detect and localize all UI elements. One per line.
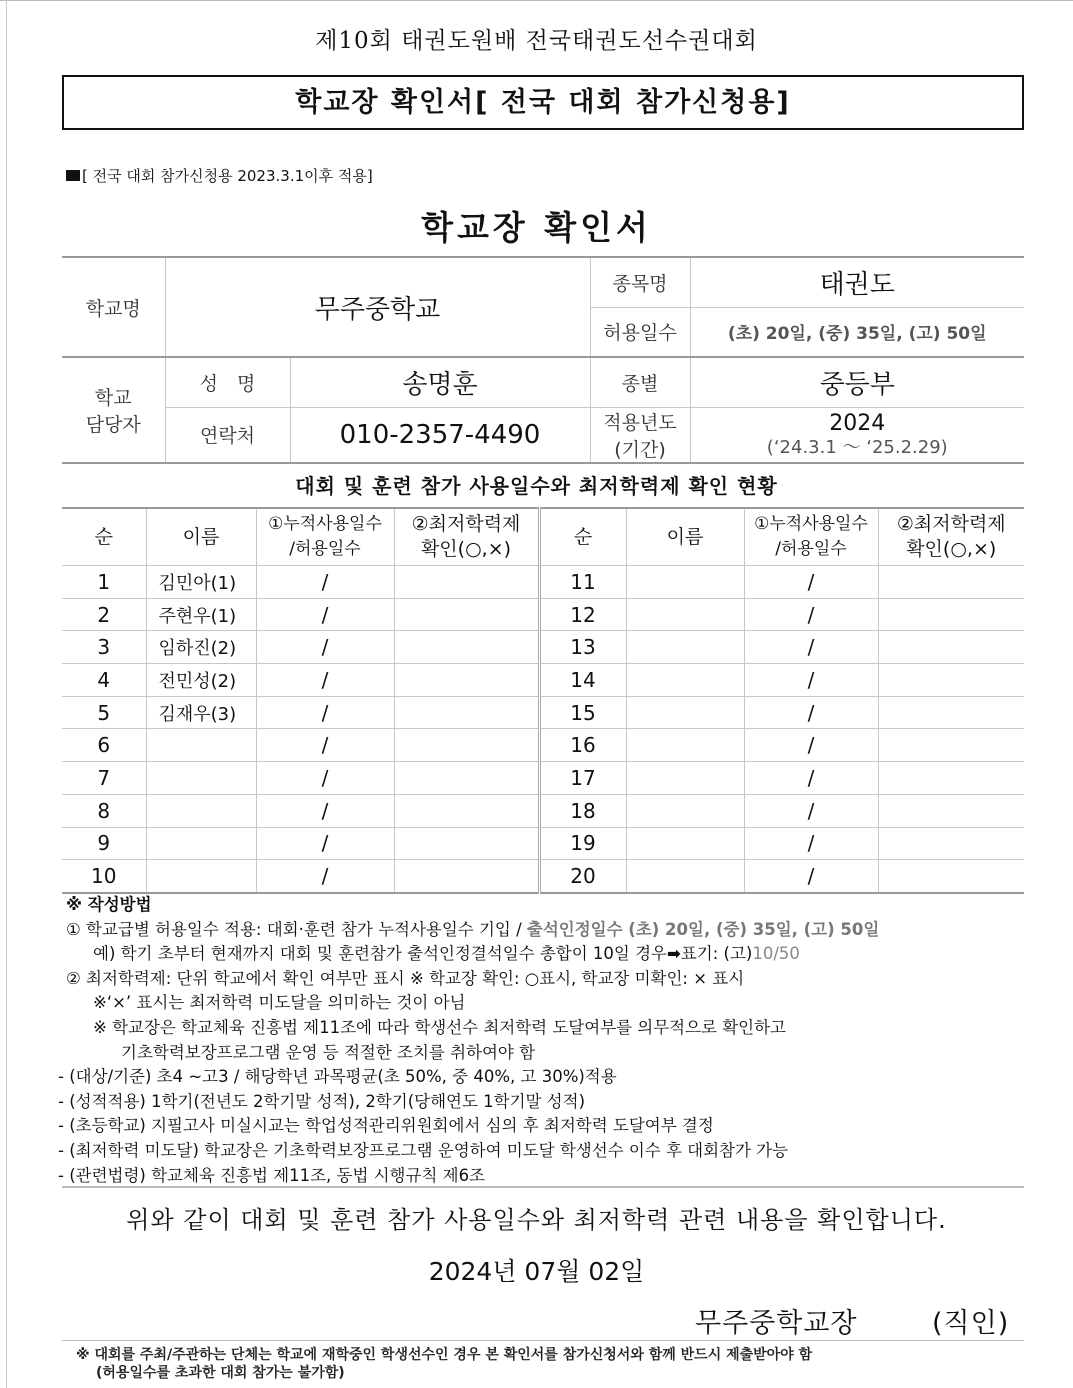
table-row <box>62 729 1024 762</box>
issue-date: 2024년 07월 02일 <box>428 1257 645 1286</box>
days-used-cell: / <box>744 794 878 827</box>
student-name <box>146 794 256 827</box>
min-academic-check-cell <box>878 860 1024 893</box>
row-number: 4 <box>62 664 146 697</box>
school-info-table <box>62 256 1024 464</box>
row-number: 1 <box>62 566 146 599</box>
days-used-cell: / <box>744 860 878 893</box>
min-academic-check-cell <box>878 664 1024 697</box>
row-number: 12 <box>539 598 626 631</box>
student-name <box>626 664 744 697</box>
row-number: 19 <box>539 827 626 860</box>
student-name <box>626 631 744 664</box>
event-label: 종목명 <box>590 257 690 307</box>
days-used-cell: / <box>744 827 878 860</box>
row-number: 13 <box>539 631 626 664</box>
min-academic-check-cell <box>394 598 539 631</box>
row-number: 3 <box>62 631 146 664</box>
min-academic-check-cell <box>394 729 539 762</box>
table-row <box>62 664 1024 697</box>
student-name <box>146 762 256 795</box>
min-academic-check-cell <box>878 598 1024 631</box>
manager-label-line1: 학교 <box>94 387 132 409</box>
header-check-left <box>394 508 539 566</box>
instruction-line-3: ② 최저학력제: 단위 학교에서 확인 여부만 표시 ※ 학교장 확인: ○표시, 학교장 미확인: × 표시 <box>66 968 745 988</box>
min-academic-check-cell <box>394 860 539 893</box>
student-name <box>146 827 256 860</box>
student-name <box>146 860 256 893</box>
days-used-cell: / <box>256 664 394 697</box>
student-name <box>626 860 744 893</box>
student-name <box>626 762 744 795</box>
instructions <box>58 893 1026 1188</box>
days-used-cell: / <box>744 696 878 729</box>
row-number: 15 <box>539 696 626 729</box>
row-number: 8 <box>62 794 146 827</box>
min-academic-check-cell <box>878 827 1024 860</box>
student-name: 주현우(1) <box>146 598 256 631</box>
student-name: 전민성(2) <box>146 664 256 697</box>
header-days-line1: ①누적사용일수 <box>754 514 868 534</box>
days-used-cell: / <box>744 566 878 599</box>
row-number: 5 <box>62 696 146 729</box>
days-used-cell: / <box>256 794 394 827</box>
table-row <box>62 696 1024 729</box>
division-label: 종별 <box>590 357 690 407</box>
event-title: 제10회 태권도원배 전국태권도선수권대회 <box>315 28 758 54</box>
allowed-days-label: 허용일수 <box>590 307 690 357</box>
min-academic-check-cell <box>878 631 1024 664</box>
min-academic-check-cell <box>394 827 539 860</box>
days-used-cell: / <box>744 729 878 762</box>
allowed-days-value: (초) 20일, (중) 35일, (고) 50일 <box>690 307 1024 357</box>
student-name <box>626 794 744 827</box>
instruction-line-1 <box>66 918 1026 943</box>
notice-text: [ 전국 대회 참가신청용 2023.3.1이후 적용] <box>82 167 373 185</box>
row-number: 10 <box>62 860 146 893</box>
days-used-cell: / <box>744 762 878 795</box>
black-square-icon <box>66 170 80 181</box>
applicability-notice <box>66 165 373 186</box>
manager-name-label: 성 명 <box>165 357 290 407</box>
header-check-line2: 확인(○,×) <box>906 538 997 560</box>
instruction-line-1-highlight: 출석인정일수 (초) 20일, (중) 35일, (고) 50일 <box>526 919 880 939</box>
year-value: 2024 <box>829 410 886 436</box>
table-row <box>62 860 1024 893</box>
header-check-line2: 확인(○,×) <box>420 538 512 560</box>
instructions-heading: ※ 작성방법 <box>66 895 152 914</box>
school-name-value: 무주중학교 <box>165 257 590 357</box>
table-row <box>62 827 1024 860</box>
row-number: 16 <box>539 729 626 762</box>
student-name: 김민아(1) <box>146 566 256 599</box>
principal-signature: 무주중학교장 <box>695 1308 858 1339</box>
table-row <box>62 631 1024 664</box>
confirmation-statement: 위와 같이 대회 및 훈련 참가 사용일수와 최저학력 관련 내용을 확인합니다. <box>126 1206 947 1234</box>
days-used-cell: / <box>256 696 394 729</box>
manager-label <box>62 357 165 463</box>
year-label-line2: (기간) <box>614 438 666 461</box>
instruction-line-10: - (최저학력 미도달) 학교장은 기초학력보장프로그램 운영하여 미도달 학생선수 이수 후 대회참가 가능 <box>58 1140 789 1160</box>
table-row <box>62 566 1024 599</box>
row-number: 20 <box>539 860 626 893</box>
min-academic-check-cell <box>394 794 539 827</box>
manager-label-line2: 담당자 <box>85 414 141 436</box>
division-value: 중등부 <box>690 357 1024 407</box>
table-row <box>62 794 1024 827</box>
days-used-cell: / <box>256 631 394 664</box>
header-name-right: 이름 <box>626 508 744 566</box>
student-name <box>626 827 744 860</box>
min-academic-check-cell <box>878 794 1024 827</box>
days-used-cell: / <box>744 598 878 631</box>
row-number: 2 <box>62 598 146 631</box>
days-used-cell: / <box>256 566 394 599</box>
roster-table <box>62 507 1024 894</box>
row-number: 18 <box>539 794 626 827</box>
footer-divider <box>62 1340 1024 1341</box>
header-no-left: 순 <box>62 508 146 566</box>
row-number: 14 <box>539 664 626 697</box>
student-name <box>626 729 744 762</box>
days-used-cell: / <box>256 827 394 860</box>
certificate-title: 학교장 확인서 <box>421 208 652 247</box>
event-value: 태권도 <box>690 257 1024 307</box>
row-number: 11 <box>539 566 626 599</box>
instruction-line-2 <box>66 942 1026 967</box>
days-used-cell: / <box>256 762 394 795</box>
student-name: 김재우(3) <box>146 696 256 729</box>
days-used-cell: / <box>744 631 878 664</box>
contact-label: 연락처 <box>165 407 290 463</box>
student-name <box>146 729 256 762</box>
instruction-line-8: - (성적적용) 1학기(전년도 2학기말 성적), 2학기(당해연도 1학기말 성적) <box>58 1091 586 1111</box>
period-value: (‘24.3.1 ～ ‘25.2.29) <box>766 436 948 458</box>
row-number: 7 <box>62 762 146 795</box>
header-days-line1: ①누적사용일수 <box>268 514 382 534</box>
min-academic-check-cell <box>394 762 539 795</box>
row-number: 6 <box>62 729 146 762</box>
table-row <box>62 598 1024 631</box>
min-academic-check-cell <box>878 762 1024 795</box>
instruction-line-11: - (관련법령) 학교체육 진흥법 제11조, 동법 시행규칙 제6조 <box>58 1165 485 1185</box>
header-days-left <box>256 508 394 566</box>
footnote <box>76 1346 812 1382</box>
table-row <box>62 762 1024 795</box>
row-number: 9 <box>62 827 146 860</box>
footnote-line-1: ※ 대회를 주최/주관하는 단체는 학교에 재학중인 학생선수인 경우 본 확인서를 참가신청서와 함께 반드시 제출받아야 함 <box>76 1347 813 1363</box>
header-days-line2: /허용일수 <box>289 539 361 559</box>
instruction-line-5: ※ 학교장은 학교체육 진흥법 제11조에 따라 학생선수 최저학력 도달여부를 의무적으로 확인하고 <box>93 1017 786 1037</box>
contact-value: 010-2357-4490 <box>290 407 590 463</box>
student-name: 임하진(2) <box>146 631 256 664</box>
year-label <box>590 407 690 463</box>
official-seal-mark: (직인) <box>932 1308 1010 1339</box>
manager-name-value: 송명훈 <box>290 357 590 407</box>
page-top-edge <box>0 0 1073 1</box>
days-used-cell: / <box>256 860 394 893</box>
school-name-label: 학교명 <box>62 257 165 357</box>
header-check-line1: ②최저학력제 <box>411 513 521 535</box>
header-days-line2: /허용일수 <box>775 539 847 559</box>
divider <box>62 1186 1024 1188</box>
min-academic-check-cell <box>394 664 539 697</box>
instruction-line-7: - (대상/기준) 초4 ~고3 / 해당학년 과목평균(초 50%, 중 40%, 고 30%)적용 <box>58 1067 617 1087</box>
min-academic-check-cell <box>394 566 539 599</box>
form-banner: 학교장 확인서[ 전국 대회 참가신청용] <box>62 75 1024 130</box>
right-arrow-icon: ➡ <box>667 944 681 964</box>
student-name <box>626 598 744 631</box>
header-days-right <box>744 508 878 566</box>
row-number: 17 <box>539 762 626 795</box>
days-used-cell: / <box>256 598 394 631</box>
instruction-line-4: ※‘×’ 표시는 최저학력 미도달을 의미하는 것이 아님 <box>93 993 466 1013</box>
instruction-line-2-mark: 표기: (고) <box>680 944 753 964</box>
year-value-cell <box>690 407 1024 463</box>
days-used-cell: / <box>256 729 394 762</box>
instruction-line-2-example: 10/50 <box>752 944 800 964</box>
header-name-left: 이름 <box>146 508 256 566</box>
student-name <box>626 696 744 729</box>
min-academic-check-cell <box>878 696 1024 729</box>
header-no-right: 순 <box>539 508 626 566</box>
roster-section-title: 대회 및 훈련 참가 사용일수와 최저학력제 확인 현황 <box>295 474 778 498</box>
footnote-line-2: (허용일수를 초과한 대회 참가는 불가함) <box>96 1365 345 1381</box>
header-check-line1: ②최저학력제 <box>896 513 1006 535</box>
instruction-line-2-text: 예) 학기 초부터 현재까지 대회 및 훈련참가 출석인정결석일수 총합이 10일 경우 <box>93 944 667 964</box>
min-academic-check-cell <box>394 696 539 729</box>
min-academic-check-cell <box>878 566 1024 599</box>
student-name <box>626 566 744 599</box>
min-academic-check-cell <box>878 729 1024 762</box>
instruction-line-1-text: ① 학교급별 허용일수 적용: 대회·훈련 참가 누적사용일수 기입 / <box>66 919 527 939</box>
header-check-right <box>878 508 1024 566</box>
instruction-line-9: - (초등학교) 지필고사 미실시교는 학업성적관리위원회에서 심의 후 최저학력 도달여부 결정 <box>58 1116 714 1136</box>
year-label-line1: 적용년도 <box>603 411 677 434</box>
days-used-cell: / <box>744 664 878 697</box>
min-academic-check-cell <box>394 631 539 664</box>
instruction-line-6: 기초학력보장프로그램 운영 등 적절한 조치를 취하여야 함 <box>121 1042 536 1062</box>
